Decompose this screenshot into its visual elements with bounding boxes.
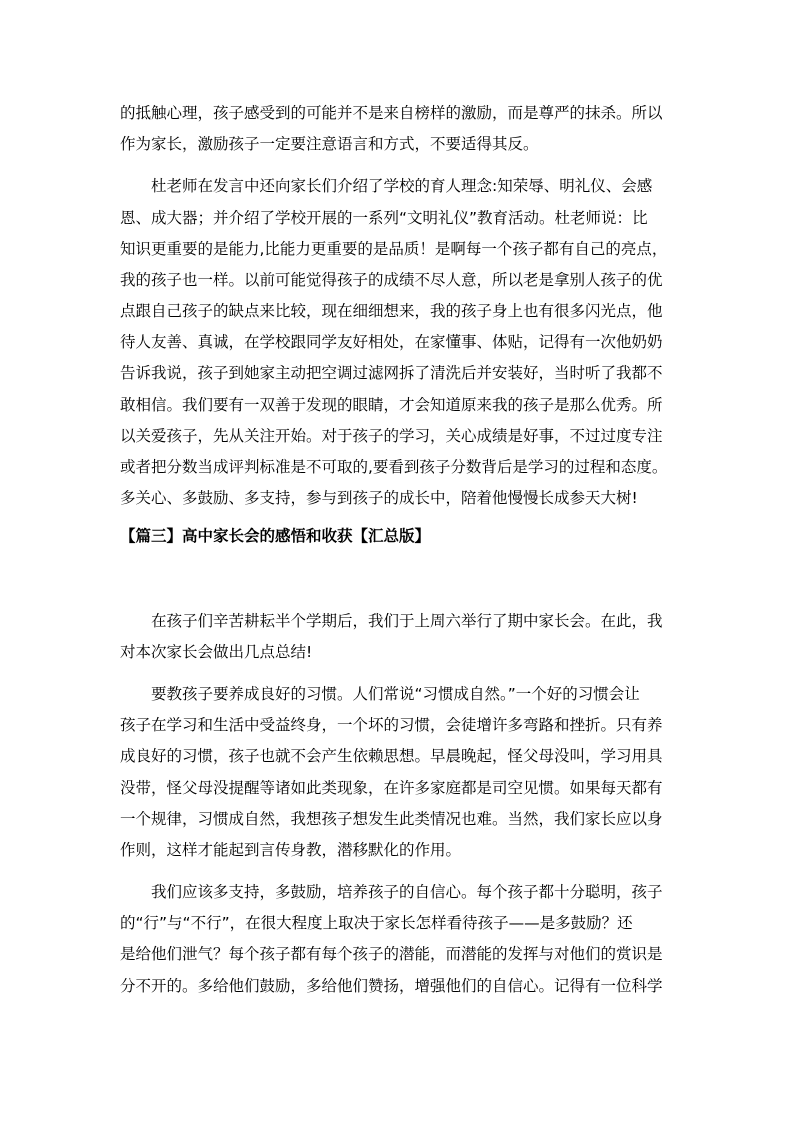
text-line: 待人友善、真诚，在学校跟同学友好相处，在家懂事、体贴，记得有一次他奶奶 xyxy=(120,333,663,351)
text-line: 在孩子们辛苦耕耘半个学期后，我们于上周六举行了期中家长会。在此，我 xyxy=(151,612,663,630)
text-line: 杜老师在发言中还向家长们介绍了学校的育人理念:知荣辱、明礼仪、会感 xyxy=(151,177,653,195)
text-line: 作为家长，激励孩子一定要注意语言和方式，不要适得其反。 xyxy=(120,135,539,153)
text-line: 是给他们泄气？每个孩子都有每个孩子的潜能，而潜能的发挥与对他们的赏识是 xyxy=(120,945,663,963)
text-line: 我的孩子也一样。以前可能觉得孩子的成绩不尽人意，所以老是拿别人孩子的优 xyxy=(120,271,663,289)
section-heading: 【篇三】高中家长会的感悟和收获【汇总版】 xyxy=(120,527,431,545)
text-line: 多关心、多鼓励、多支持，参与到孩子的成长中，陪着他慢慢长成参天大树! xyxy=(120,489,638,507)
text-line: 一个规律，习惯成自然，我想孩子想发生此类情况也难。当然，我们家长应以身 xyxy=(120,810,663,828)
text-line: 以关爱孩子，先从关注开始。对于孩子的学习，关心成绩是好事，不过过度专注 xyxy=(120,427,663,445)
text-line: 孩子在学习和生活中受益终身，一个坏的习惯，会徒增许多弯路和挫折。只有养 xyxy=(120,716,663,734)
text-line: 的抵触心理，孩子感受到的可能并不是来自榜样的激励，而是尊严的抹杀。所以 xyxy=(120,104,663,122)
text-line: 分不开的。多给他们鼓励，多给他们赞扬，增强他们的自信心。记得有一位科学 xyxy=(120,977,663,995)
text-line: 作则，这样才能起到言传身教，潜移默化的作用。 xyxy=(120,841,462,859)
text-line: 知识更重要的是能力,比能力更重要的是品质！是啊每一个孩子都有自己的亮点， xyxy=(120,240,668,258)
text-line: 我们应该多支持，多鼓励，培养孩子的自信心。每个孩子都十分聪明，孩子 xyxy=(151,883,663,901)
text-line: 没带，怪父母没提醒等诸如此类现象，在许多家庭都是司空见惯。如果每天都有 xyxy=(120,779,663,797)
text-line: 或者把分数当成评判标准是不可取的,要看到孩子分数背后是学习的过程和态度。 xyxy=(120,458,668,476)
text-line: 恩、成大器；并介绍了学校开展的一系列“文明礼仪”教育活动。杜老师说：比 xyxy=(120,209,648,227)
text-line: 敢相信。我们要有一双善于发现的眼睛，才会知道原来我的孩子是那么优秀。所 xyxy=(120,396,663,414)
text-line: 要教孩子要养成良好的习惯。人们常说“习惯成自然。”一个好的习惯会让 xyxy=(151,685,640,703)
text-line: 成良好的习惯，孩子也就不会产生依赖思想。早晨晚起，怪父母没叫，学习用具 xyxy=(120,747,663,765)
text-line: 告诉我说，孩子到她家主动把空调过滤网拆了清洗后并安装好，当时听了我都不 xyxy=(120,364,663,382)
text-line: 的“行”与“不行”，在很大程度上取决于家长怎样看待孩子——是多鼓励？还 xyxy=(120,914,633,932)
text-line: 点跟自己孩子的缺点来比较，现在细细想来，我的孩子身上也有很多闪光点，他 xyxy=(120,302,663,320)
text-line: 对本次家长会做出几点总结! xyxy=(120,643,313,661)
